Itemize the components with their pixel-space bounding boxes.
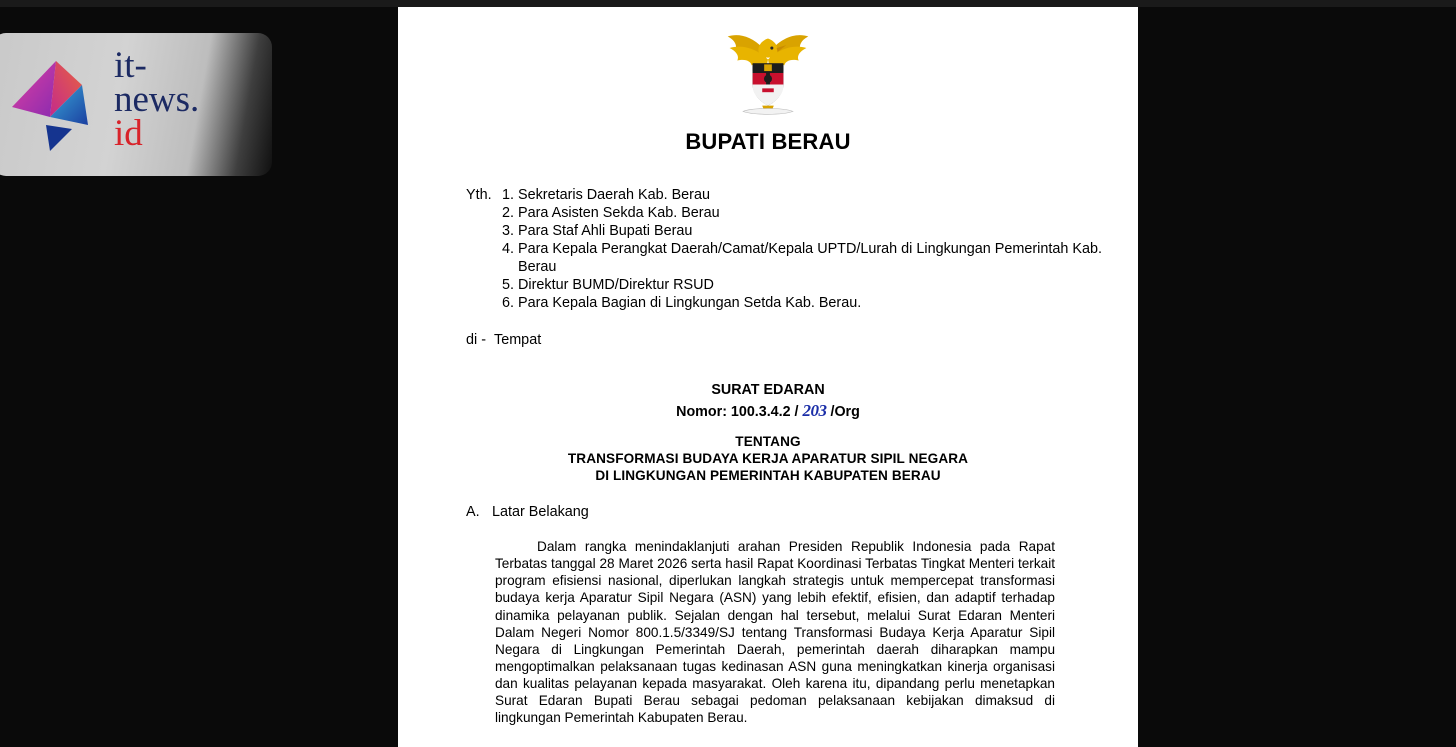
itnews-logo-icon bbox=[10, 55, 106, 159]
circular-heading: SURAT EDARAN bbox=[711, 382, 825, 398]
addressee-place bbox=[466, 332, 541, 348]
about-label: TENTANG bbox=[735, 434, 801, 449]
document-page bbox=[398, 7, 1138, 747]
section-heading bbox=[466, 504, 589, 520]
page-title: BUPATI BERAU bbox=[685, 129, 851, 154]
viewer-right-backdrop bbox=[1138, 7, 1456, 747]
list-item: 6. Para Kepala Bagian di Lingkungan Setda Kab. Berau. bbox=[518, 295, 1138, 313]
list-item: 5. Direktur BUMD/Direktur RSUD bbox=[518, 277, 1138, 295]
wordmark-line-1: it- bbox=[114, 45, 147, 86]
garuda-pancasila-icon bbox=[720, 25, 816, 121]
circular-number-prefix: Nomor: 100.3.4.2 / bbox=[676, 403, 799, 420]
list-item: 1. Sekretaris Daerah Kab. Berau bbox=[518, 187, 1138, 205]
itnews-wordmark bbox=[114, 45, 200, 155]
circular-subject-block bbox=[398, 434, 1138, 485]
addressee-block bbox=[466, 187, 1138, 313]
section-title: Latar Belakang bbox=[492, 504, 589, 520]
wordmark-line-2: news. bbox=[114, 79, 200, 121]
circular-number-suffix: /Org bbox=[830, 403, 860, 420]
wordmark-line-3: id bbox=[114, 113, 143, 155]
viewer-top-bar bbox=[0, 0, 1456, 7]
list-item: 3. Para Staf Ahli Bupati Berau bbox=[518, 223, 1138, 241]
list-item: 4. Para Kepala Perangkat Daerah/Camat/Kepala UPTD/Lurah di Lingkungan Pemerintah Kab. Berau bbox=[518, 241, 1138, 276]
list-item: 2. Para Asisten Sekda Kab. Berau bbox=[518, 205, 1138, 223]
about-line-2: DI LINGKUNGAN PEMERINTAH KABUPATEN BERAU bbox=[595, 467, 941, 483]
itnews-watermark-badge bbox=[0, 33, 272, 176]
circular-heading-block bbox=[398, 382, 1138, 422]
place-prefix: di - bbox=[466, 332, 486, 348]
about-line-1: TRANSFORMASI BUDAYA KERJA APARATUR SIPIL NEGARA bbox=[567, 450, 969, 466]
place-value: Tempat bbox=[494, 332, 542, 348]
section-letter: A. bbox=[466, 504, 480, 520]
addressee-list bbox=[496, 187, 1138, 313]
addressee-salutation: Yth. bbox=[466, 187, 492, 203]
section-paragraph: Dalam rangka menindaklanjuti arahan Presiden Republik Indonesia pada Rapat Terbatas tanggal 28 Maret 2026 serta hasil Rapat Koordinasi Terbatas Tingkat Menteri terkait program efisiensi nasional, diperlukan langkah strategis untuk mempercepat transformasi budaya kerja Aparatur Sipil Negara (ASN) yang lebih efektif, efisien, dan adaptif terhadap dinamika pelayanan publik. Sejalan dengan hal tersebut, melalui Surat Edaran Menteri Dalam Negeri Nomor 800.1.5/3349/SJ tentang Transformasi Budaya Kerja Aparatur Sipil Negara di Lingkungan Pemerintah Daerah, pemerintah daerah diharapkan mampu mengoptimalkan pelaksanaan tugas kedinasan ASN guna meningkatkan kinerja organisasi dan kualitas pelayanan kepada masyarakat. Oleh karena itu, dipandang perlu menetapkan Surat Edaran Bupati Berau sebagai pedoman pelaksanaan kebijakan dimaksud di lingkungan Pemerintah Kabupaten Berau. bbox=[495, 539, 1055, 726]
circular-number bbox=[398, 400, 1138, 422]
circular-number-handwritten: 203 bbox=[802, 400, 827, 420]
